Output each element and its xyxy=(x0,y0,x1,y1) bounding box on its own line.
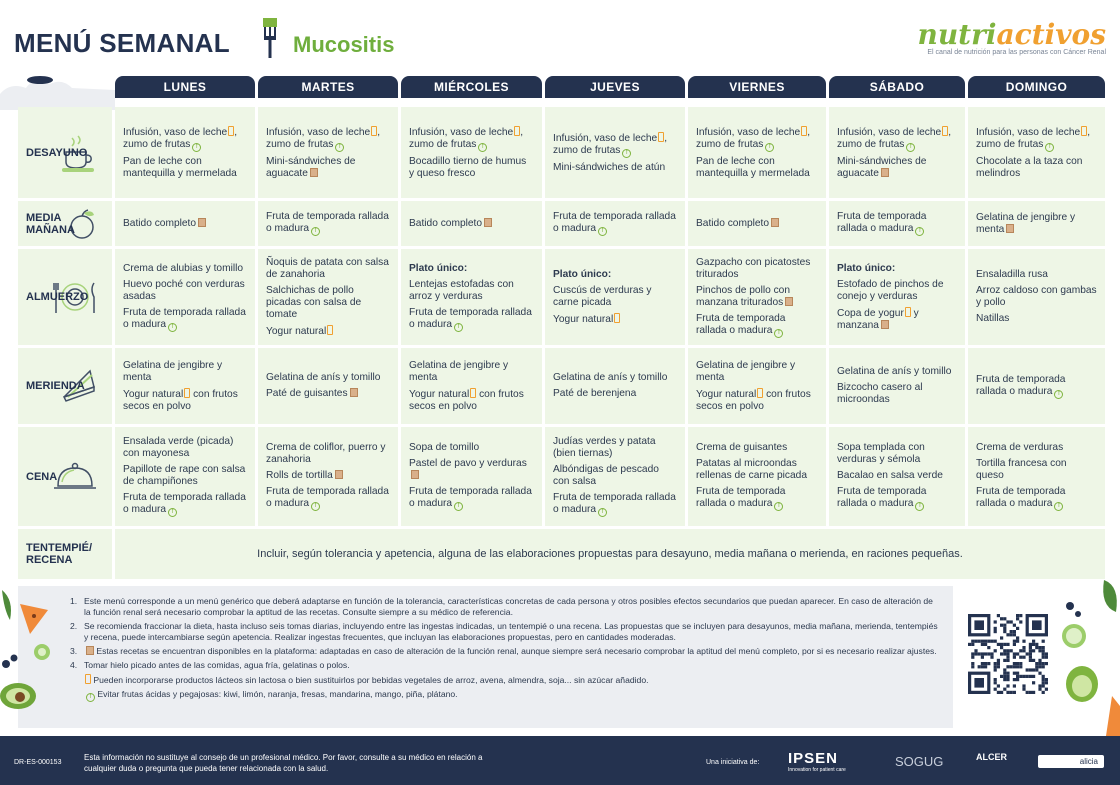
lactose-mark-icon xyxy=(905,307,911,317)
row-label-3 xyxy=(18,348,112,424)
dish-text: Gelatina de jengibre y menta xyxy=(976,211,1076,235)
dish-text: Fruta de temporada rallada o madura f xyxy=(696,486,786,509)
recipe-mark-icon xyxy=(198,218,206,227)
fruit-mark-icon: f xyxy=(335,143,344,152)
lactose-mark-icon xyxy=(942,126,948,136)
day-header-3: JUEVES xyxy=(545,76,685,98)
dish-text: Ñoquis de patata con salsa de zanahoria xyxy=(266,256,389,280)
dish-text: Fruta de temporada rallada o madura f xyxy=(266,486,389,509)
dish-text: Fruta de temporada rallada o madura f xyxy=(409,306,532,330)
recipe-mark-icon xyxy=(335,470,343,479)
lactose-mark-icon xyxy=(184,388,190,398)
vegetables-decoration-right xyxy=(1060,576,1120,736)
menu-cell xyxy=(258,427,398,526)
meal-label: ALMUERZO xyxy=(26,291,89,303)
row-label-tentempie: TENTEMPIÉ/ RECENA xyxy=(18,529,112,579)
dish-text: Fruta de temporada rallada o madura f xyxy=(696,312,786,336)
recipe-mark-icon xyxy=(785,297,793,306)
lactose-mark-icon xyxy=(327,325,333,335)
lactose-mark-icon xyxy=(757,388,763,398)
menu-cell xyxy=(115,201,255,246)
fruit-mark-icon: f xyxy=(1054,390,1063,399)
fruit-mark-icon: f xyxy=(168,508,177,517)
dish-text: Crema de verduras xyxy=(976,442,1064,453)
menu-cell xyxy=(115,107,255,198)
menu-cell xyxy=(968,107,1105,198)
day-header-6: DOMINGO xyxy=(968,76,1105,98)
dish-text: Batido completo xyxy=(696,218,818,230)
dish-text: Albóndigas de pescado con salsa xyxy=(553,464,659,487)
dish-text: Pinchos de pollo con manzana triturados xyxy=(696,285,818,309)
note-item: Pueden incorporarse productos lácteos sin lactosa o bien sustituirlos por bebidas vegetales de arroz, avena, almendra, soja... sin azúcar añadido. xyxy=(70,674,939,686)
menu-cell xyxy=(545,201,685,246)
menu-cell xyxy=(688,201,826,246)
lactose-mark-icon xyxy=(85,674,91,684)
alicia-logo[interactable]: alicia xyxy=(1038,755,1104,768)
day-header-1: MARTES xyxy=(258,76,398,98)
lactose-mark-icon xyxy=(1081,126,1087,136)
dish-text: Gelatina de jengibre y menta xyxy=(409,359,509,383)
note-item: f Evitar frutas ácidas y pegajosas: kiwi, limón, naranja, fresas, mandarina, mango, piña, plátano. xyxy=(70,689,939,702)
dish-text: Fruta de temporada rallada o madura f xyxy=(553,211,676,234)
dish-text: Yogur natural xyxy=(553,313,677,326)
dish-text: Gelatina de jengibre y menta xyxy=(123,359,223,383)
cloud-decoration xyxy=(0,76,115,110)
lactose-mark-icon xyxy=(658,132,664,142)
fruit-mark-icon: f xyxy=(598,227,607,236)
recipe-mark-icon xyxy=(86,646,94,655)
menu-cell xyxy=(115,427,255,526)
brand-logo: nutriactivos El canal de nutrición para las personas con Cáncer Renal xyxy=(917,18,1106,56)
day-header-4: VIERNES xyxy=(688,76,826,98)
dish-text: Bocadillo tierno de humus y queso fresco xyxy=(409,155,527,179)
menu-cell xyxy=(258,249,398,345)
menu-cell xyxy=(688,107,826,198)
dish-text: Fruta de temporada rallada o madura f xyxy=(837,486,927,509)
menu-cell xyxy=(688,348,826,424)
day-header-2: MIÉRCOLES xyxy=(401,76,542,98)
dish-text: Yogur natural xyxy=(266,325,390,338)
menu-cell xyxy=(829,348,965,424)
dish-text: Huevo poché con verduras asadas xyxy=(123,278,245,302)
dish-text: Yogur natural con frutos secos en polvo xyxy=(409,388,524,412)
menu-cell xyxy=(401,107,542,198)
dish-text: Paté de berenjena xyxy=(553,388,637,399)
dish-text: Ensaladilla rusa xyxy=(976,269,1048,280)
fruit-mark-icon: f xyxy=(622,149,631,158)
ipsen-logo[interactable]: IPSEN Innovation for patient care xyxy=(788,750,846,773)
lactose-mark-icon xyxy=(228,126,234,136)
menu-cell xyxy=(545,249,685,345)
dish-text: Infusión, vaso de leche , zumo de frutas f xyxy=(409,126,524,150)
disclaimer-text: Esta información no sustituye al consejo de un profesional médico. Por favor, consulte a su médico en relación a cualquier duda o pregunta que pueda tener relacionada con la salud. xyxy=(84,753,483,773)
fruit-mark-icon: f xyxy=(454,502,463,511)
dish-text: Rolls de tortilla xyxy=(266,470,390,482)
fruit-mark-icon: f xyxy=(311,227,320,236)
recipe-mark-icon xyxy=(881,168,889,177)
dish-heading: Plato único: xyxy=(409,262,468,274)
page-footer xyxy=(0,736,1120,785)
row-label-2 xyxy=(18,249,112,345)
tentempie-text: Incluir, según tolerancia y apetencia, alguna de las elaboraciones propuestas para desayuno, media mañana o merienda, en raciones pequeñas. xyxy=(115,529,1105,579)
fruit-mark-icon: f xyxy=(478,143,487,152)
dish-text: Tortilla francesa con queso xyxy=(976,458,1067,481)
dish-text: Bizcocho casero al microondas xyxy=(837,382,923,405)
dish-text: Gelatina de jengibre y menta xyxy=(696,359,796,383)
fruit-mark-icon: f xyxy=(765,143,774,152)
dish-text: Infusión, vaso de leche , zumo de frutas f xyxy=(123,126,238,150)
dish-text: Gelatina de anís y tomillo xyxy=(837,366,952,377)
lactose-mark-icon xyxy=(614,313,620,323)
dish-text: Batido completo xyxy=(409,218,534,230)
menu-cell xyxy=(258,348,398,424)
page-header xyxy=(0,0,1120,72)
dish-text: Arroz caldoso con gambas y pollo xyxy=(976,285,1097,308)
menu-cell xyxy=(545,107,685,198)
menu-cell xyxy=(968,201,1105,246)
dish-text: Fruta de temporada rallada o madura f xyxy=(266,211,389,234)
recipe-mark-icon xyxy=(484,218,492,227)
page-subtitle: Mucositis xyxy=(293,32,395,57)
fruit-mark-icon: f xyxy=(311,502,320,511)
dish-text: Bacalao en salsa verde xyxy=(837,470,943,481)
dish-text: Chocolate a la taza con melindros xyxy=(976,155,1083,179)
dish-text: Copa de yogur y manzana xyxy=(837,307,919,331)
meal-label: MERIENDA xyxy=(26,380,85,392)
day-header-5: SÁBADO xyxy=(829,76,965,98)
dish-text: Fruta de temporada rallada o madura f xyxy=(976,373,1066,397)
menu-cell xyxy=(829,427,965,526)
dish-text: Yogur natural con frutos secos en polvo xyxy=(696,388,811,412)
dish-text: Yogur natural con frutos secos en polvo xyxy=(123,388,238,412)
menu-cell xyxy=(401,427,542,526)
menu-cell xyxy=(968,348,1105,424)
vegetables-decoration-left xyxy=(0,580,60,736)
fork-icon xyxy=(262,18,278,58)
meal-label: MEDIA MAÑANA xyxy=(26,211,75,236)
dish-text: Gelatina de anís y tomillo xyxy=(553,372,668,383)
dish-text: Pan de leche con mantequilla y mermelada xyxy=(123,155,237,179)
dish-text: Natillas xyxy=(976,313,1010,324)
menu-cell xyxy=(829,201,965,246)
qr-code[interactable] xyxy=(968,614,1048,694)
dish-text: Crema de guisantes xyxy=(696,442,788,453)
lactose-mark-icon xyxy=(801,126,807,136)
note-item: 1. Este menú corresponde a un menú genérico que deberá adaptarse en función de la tolerancia, características concretas de cada persona y otros posibles efectos secundarios que puedan aparecer. En caso de alteración de la función renal será necesario comprobar la aptitud de las recetas. Consulte siempre a su médico de referencia. xyxy=(70,596,933,617)
dish-text: Mini-sándwiches de atún xyxy=(553,161,666,173)
dish-text: Cuscús de verduras y carne picada xyxy=(553,284,652,308)
dish-text: Crema de alubias y tomillo xyxy=(123,262,244,274)
dish-text: Fruta de temporada rallada o madura f xyxy=(976,486,1066,509)
day-header-0: LUNES xyxy=(115,76,255,98)
dish-text: Fruta de temporada rallada o madura f xyxy=(837,211,927,234)
dish-text: Infusión, vaso de leche , zumo de frutas f xyxy=(976,126,1091,150)
meal-label: CENA xyxy=(26,470,58,483)
dish-text: Gazpacho con picatostes triturados xyxy=(696,256,811,280)
fruit-mark-icon: f xyxy=(598,508,607,517)
recipe-mark-icon xyxy=(411,470,419,479)
dish-text: Sopa de tomillo xyxy=(409,442,480,453)
alcer-logo[interactable]: ALCER xyxy=(976,752,1007,762)
dish-text: Fruta de temporada rallada o madura f xyxy=(123,306,246,330)
menu-cell xyxy=(401,348,542,424)
dish-text: Crema de coliflor, puerro y zanahoria xyxy=(266,442,386,465)
dish-text: Fruta de temporada rallada o madura f xyxy=(553,492,676,515)
dish-text: Pan de leche con mantequilla y mermelada xyxy=(696,155,810,179)
fruit-mark-icon: f xyxy=(168,323,177,332)
dish-text: Gelatina de anís y tomillo xyxy=(266,372,381,383)
recipe-mark-icon xyxy=(350,388,358,397)
dish-text: Lentejas estofadas con arroz y verduras xyxy=(409,278,514,302)
row-label-0 xyxy=(18,107,112,198)
dish-heading: Plato único: xyxy=(837,262,896,274)
notes-panel xyxy=(18,586,953,728)
dish-text: Batido completo xyxy=(123,218,247,230)
dish-text: Patatas al microondas rellenas de carne picada xyxy=(696,458,808,481)
dish-text: Mini-sándwiches de aguacate xyxy=(266,155,356,179)
recipe-mark-icon xyxy=(1006,224,1014,233)
fruit-mark-icon: f xyxy=(192,143,201,152)
menu-cell xyxy=(545,348,685,424)
fruit-mark-icon: f xyxy=(915,502,924,511)
menu-cell xyxy=(968,249,1105,345)
document-code: DR-ES-000153 xyxy=(14,759,62,766)
dish-text: Fruta de temporada rallada o madura f xyxy=(123,492,246,515)
fruit-mark-icon: f xyxy=(1045,143,1054,152)
dish-text: Judías verdes y patata (bien tiernas) xyxy=(553,436,656,459)
menu-cell xyxy=(115,249,255,345)
dish-text: Fruta de temporada rallada o madura f xyxy=(409,486,532,509)
dish-text: Pastel de pavo y verduras xyxy=(409,458,534,482)
note-item: 3. Estas recetas se encuentran disponibles en la plataforma: adaptadas en caso de alteración de la función renal, aunque siempre será necesario comprobar la aptitud del menú completo, por si es necesario realizar ajustes. xyxy=(70,646,937,656)
lactose-mark-icon xyxy=(470,388,476,398)
recipe-mark-icon xyxy=(771,218,779,227)
fruit-mark-icon: f xyxy=(906,143,915,152)
row-label-1 xyxy=(18,201,112,246)
dish-text: Estofado de pinchos de conejo y verduras xyxy=(837,278,944,302)
brand-tagline: El canal de nutrición para las personas con Cáncer Renal xyxy=(927,49,1106,56)
fruit-mark-icon: f xyxy=(774,502,783,511)
dish-text: Paté de guisantes xyxy=(266,388,390,400)
fruit-mark-icon: f xyxy=(454,323,463,332)
dish-text: Papillote de rape con salsa de champiñones xyxy=(123,464,246,487)
meal-label: DESAYUNO xyxy=(26,146,88,159)
page-title: MENÚ SEMANAL xyxy=(14,28,230,58)
row-label-4 xyxy=(18,427,112,526)
dish-text: Infusión, vaso de leche , zumo de frutas f xyxy=(553,132,668,156)
lactose-mark-icon xyxy=(514,126,520,136)
dish-text: Sopa templada con verduras y sémola xyxy=(837,442,925,465)
menu-cell xyxy=(115,348,255,424)
menu-cell xyxy=(258,201,398,246)
menu-cell xyxy=(968,427,1105,526)
recipe-mark-icon xyxy=(881,320,889,329)
menu-cell xyxy=(688,249,826,345)
dish-heading: Plato único: xyxy=(553,268,612,280)
menu-cell xyxy=(258,107,398,198)
dish-text: Salchichas de pollo picadas con salsa de tomate xyxy=(266,284,362,320)
fruit-mark-icon: f xyxy=(915,227,924,236)
dish-text: Infusión, vaso de leche , zumo de frutas f xyxy=(837,126,952,150)
menu-cell xyxy=(545,427,685,526)
menu-cell xyxy=(829,249,965,345)
dish-text: Ensalada verde (picada) con mayonesa xyxy=(123,436,234,459)
sogug-logo[interactable]: SOGUG xyxy=(895,754,944,769)
menu-cell xyxy=(688,427,826,526)
lactose-mark-icon xyxy=(371,126,377,136)
note-item: 4. Tomar hielo picado antes de las comidas, agua fría, gelatinas o polos. xyxy=(70,660,350,670)
dish-text: Mini-sándwiches de aguacate xyxy=(837,155,927,179)
recipe-mark-icon xyxy=(310,168,318,177)
note-item: 2. Se recomienda fraccionar la dieta, hasta incluso seis tomas diarias, incluyendo entre las ingestas indicadas, un tentempié o una recena. Las propuestas que se incluyen para desayunos, media mañana, merienda, tentempiés y recena, puede intercambiarse según apetencia. Realizar ingestas frecuentes, que incluyan las elaboraciones propuestas, pero en cantidades moderadas. xyxy=(70,621,938,642)
menu-cell xyxy=(829,107,965,198)
menu-cell xyxy=(401,201,542,246)
menu-cell xyxy=(401,249,542,345)
fruit-mark-icon: f xyxy=(1054,502,1063,511)
dish-text: Infusión, vaso de leche , zumo de frutas f xyxy=(266,126,381,150)
initiative-label: Una iniciativa de: xyxy=(706,759,760,766)
fruit-mark-icon: f xyxy=(86,693,95,702)
dish-text: Infusión, vaso de leche , zumo de frutas f xyxy=(696,126,811,150)
fruit-mark-icon: f xyxy=(774,329,783,338)
